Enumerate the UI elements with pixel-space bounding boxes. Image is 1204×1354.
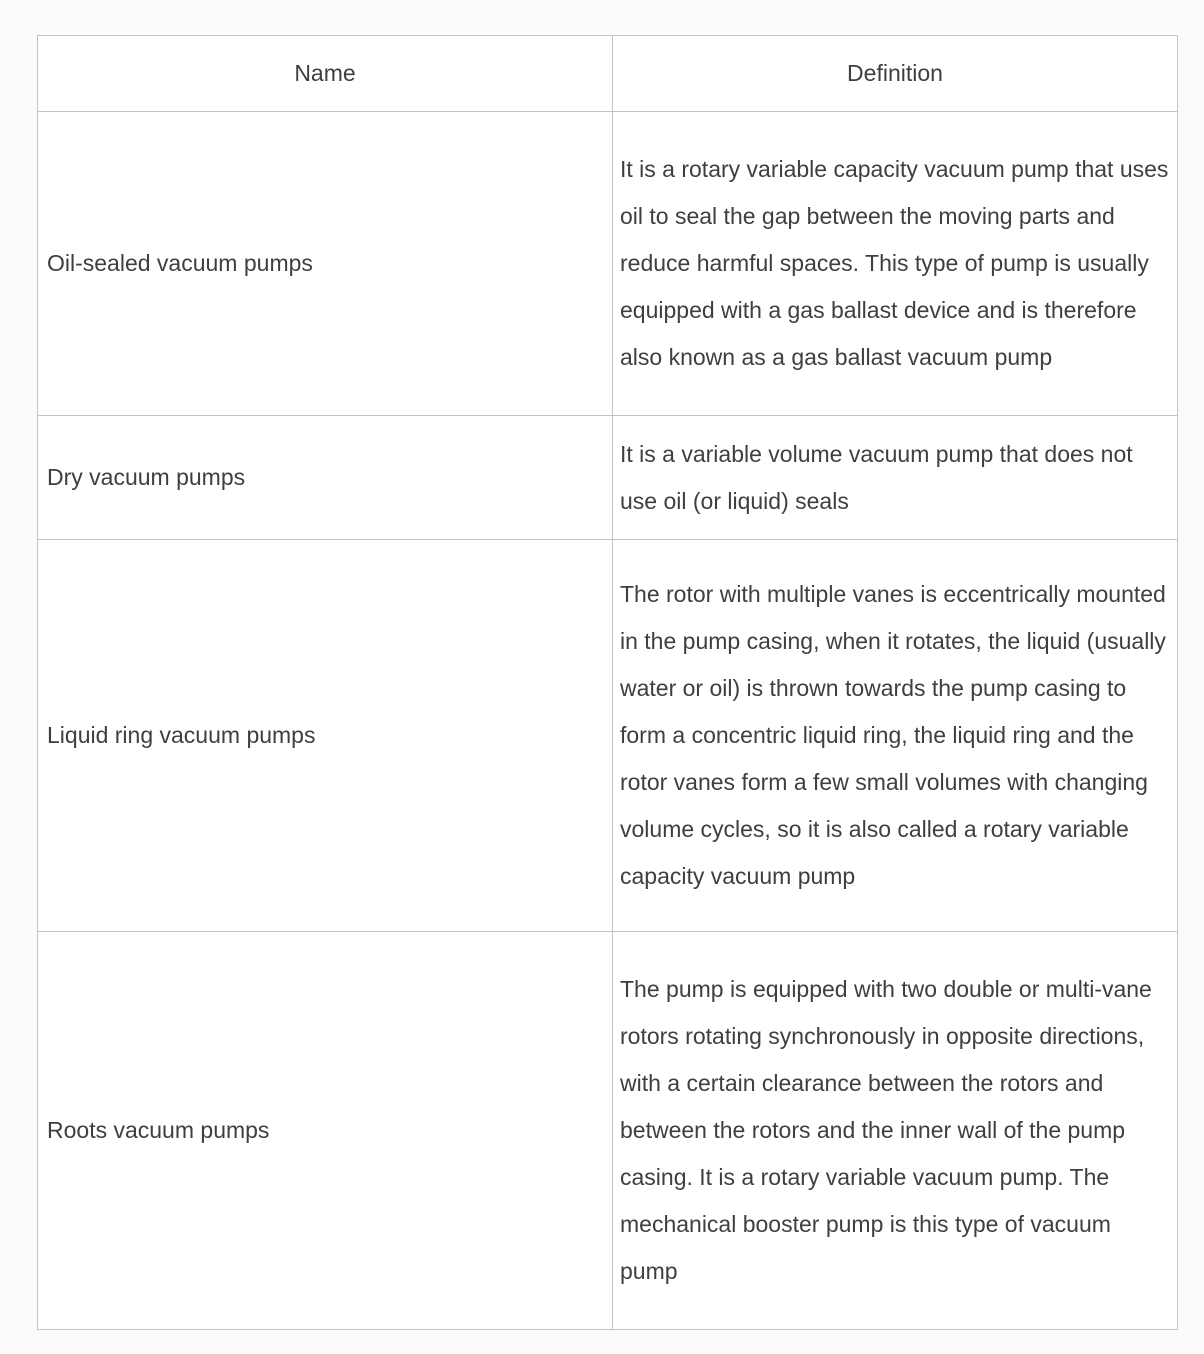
- cell-pump-definition: [613, 112, 1178, 416]
- table-row: [38, 932, 1178, 1330]
- vacuum-pump-types-table: [37, 35, 1178, 1330]
- definition-text: It is a variable volume vacuum pump that does not use oil (or liquid) seals: [620, 440, 1133, 514]
- column-header-name: Name: [38, 36, 613, 112]
- definition-text: The rotor with multiple vanes is eccentrically mounted in the pump casing, when it rotates, the liquid (usually water or oil) is thrown towards the pump casing to form a concentric liquid ring, the liquid ring and the rotor vanes form a few small volumes with changing volume cycles, so it is also called a rotary variable capacity vacuum pump: [620, 581, 1166, 889]
- cell-pump-definition: [613, 932, 1178, 1330]
- definition-text: It is a rotary variable capacity vacuum pump that uses oil to seal the gap between the moving parts and reduce harmful spaces. This type of pump is usually equipped with a gas ballast device and is therefore also known as a gas ballast vacuum pump: [620, 156, 1169, 370]
- definition-text: The pump is equipped with two double or multi-vane rotors rotating synchronously in opposite directions, with a certain clearance between the rotors and between the rotors and the inner wall of the pump casing. It is a rotary variable vacuum pump. The mechanical booster pump is this type of vacuum pump: [620, 976, 1152, 1284]
- table-header-row: [38, 36, 1178, 112]
- cell-pump-name: Roots vacuum pumps: [38, 932, 613, 1330]
- table-row: [38, 540, 1178, 932]
- cell-pump-definition: [613, 416, 1178, 540]
- cell-pump-name: Liquid ring vacuum pumps: [38, 540, 613, 932]
- cell-pump-definition: [613, 540, 1178, 932]
- column-header-definition: Definition: [613, 36, 1178, 112]
- table-row: [38, 112, 1178, 416]
- cell-pump-name: Dry vacuum pumps: [38, 416, 613, 540]
- table-container: [37, 35, 1177, 1328]
- cell-pump-name: Oil-sealed vacuum pumps: [38, 112, 613, 416]
- table-row: [38, 416, 1178, 540]
- table-body: [38, 112, 1178, 1330]
- table-header: [38, 36, 1178, 112]
